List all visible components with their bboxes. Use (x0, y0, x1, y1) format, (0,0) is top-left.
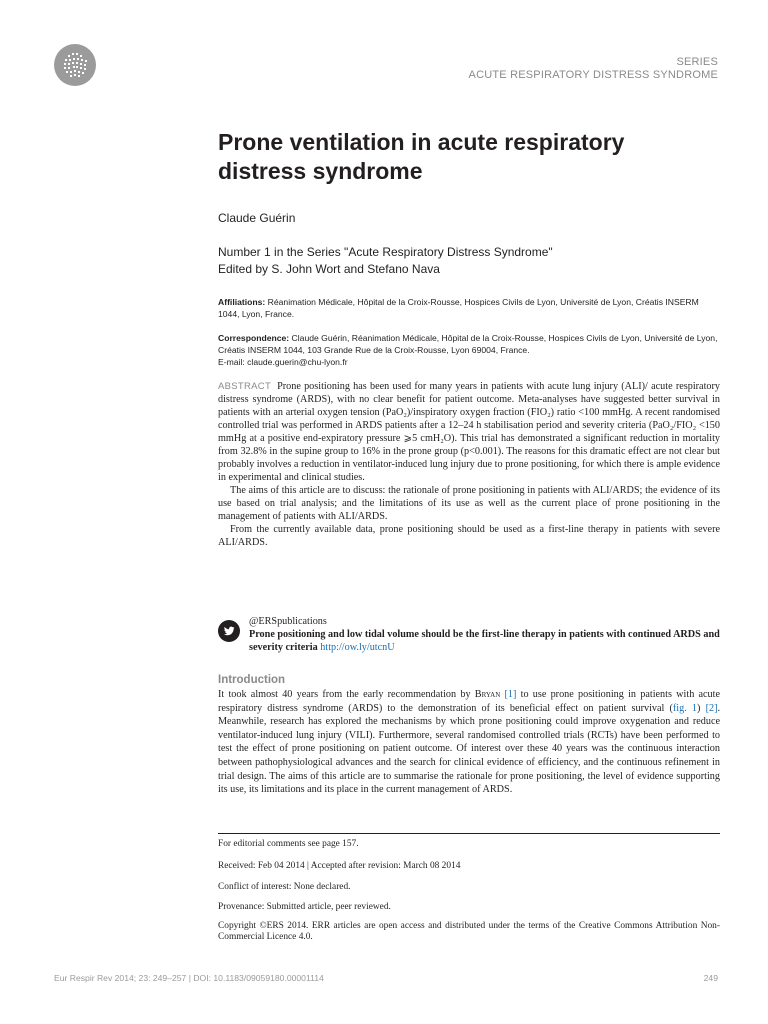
affiliations-text: Réanimation Médicale, Hôpital de la Croix-Rousse, Hospices Civils de Lyon, Université de Lyon, Créatis INSERM 1044, Lyon, France. (218, 297, 699, 319)
tweet-text: Prone positioning and low tidal volume should be the first-line therapy in patients with continued ARDS and severity criteria (249, 629, 720, 653)
tweet-box (249, 615, 721, 654)
affiliations-label: Affiliations: (218, 297, 266, 307)
abstract-label: ABSTRACT (218, 381, 272, 392)
tweet-handle: @ERSpublications (249, 616, 327, 627)
footnote-received: Received: Feb 04 2014 | Accepted after revision: March 08 2014 (218, 861, 461, 871)
series-number: Number 1 in the Series "Acute Respiratory Distress Syndrome" (218, 245, 553, 259)
abstract-paragraph-1 (218, 380, 720, 484)
intro-text-2: to use prone positioning in patients with acute respiratory distress syndrome (ARDS) to the demonstration of its beneficial effect on patient survival ( (218, 689, 721, 714)
reference-link-2[interactable]: [2] (705, 702, 718, 714)
page-number: 249 (703, 973, 718, 983)
article-title: Prone ventilation in acute respiratory distress syndrome (218, 129, 625, 184)
intro-text-1: It took almost 40 years from the early recommendation by (218, 689, 471, 700)
ers-logo-icon (54, 44, 96, 86)
reference-link-1[interactable]: [1] (504, 689, 517, 700)
introduction-body (218, 688, 720, 797)
footnote-conflict: Conflict of interest: None declared. (218, 882, 351, 892)
series-editors: Edited by S. John Wort and Stefano Nava (218, 262, 440, 276)
abstract (218, 380, 720, 549)
affiliations (218, 296, 720, 320)
introduction-heading: Introduction (218, 674, 286, 686)
intro-text-4: . Meanwhile, research has explored the mechanisms by which prone positioning could improve oxygenation and reduce ventilator-induced lung injury (VILI). Furthermore, several randomised controlled trials (RCTs) have been performed to test the effect of prone positioning on patient outcome. Of interest over these 40 years was the continuous interaction between pathophysiological advances and the search for clinical evidence of efficiency, and the continuous refinement in trial design. The aims of this article are to summarise the rationale for prone positioning, the level of evidence supporting its use, its limitations and its place in the current management of ARDS. (218, 702, 721, 796)
series-name: ACUTE RESPIRATORY DISTRESS SYNDROME (468, 69, 718, 81)
journal-citation: Eur Respir Rev 2014; 23: 249–257 | DOI: 10.1183/09059180.00001114 (54, 973, 324, 983)
twitter-bird-icon (218, 620, 240, 642)
footnote-copyright: Copyright ©ERS 2014. ERR articles are open access and distributed under the terms of the Creative Commons Attribution Non-Commercial Licence 4.0. (218, 921, 720, 942)
series-label: SERIES (676, 56, 718, 68)
intro-text-3: ) (697, 702, 701, 714)
series-info (218, 244, 553, 278)
tweet-link[interactable]: http://ow.ly/utcnU (320, 642, 395, 653)
correspondence (218, 332, 720, 368)
correspondence-text: Claude Guérin, Réanimation Médicale, Hôpital de la Croix-Rousse, Hospices Civils de Lyon, Université de Lyon, Créatis INSERM 1044, 103 Grande Rue de la Croix-Rousse, Lyon 69004, France. (218, 333, 718, 355)
footnote-divider (218, 833, 720, 834)
correspondence-email: E-mail: claude.guerin@chu-lyon.fr (218, 357, 348, 367)
series-header (469, 56, 718, 82)
footnote-provenance: Provenance: Submitted article, peer reviewed. (218, 902, 391, 912)
abstract-paragraph-3: From the currently available data, prone positioning should be used as a first-line therapy in patients with severe ALI/ARDS. (218, 524, 720, 548)
author-name: Claude Guérin (218, 211, 296, 225)
footnote-editorial: For editorial comments see page 157. (218, 839, 359, 849)
abstract-paragraph-2: The aims of this article are to discuss: the rationale of prone positioning in patients with ALI/ARDS; the evidence of its use based on trial analysis; and the limitations of its use as well as the current place of prone positioning in the management of patients with ALI/ARDS. (218, 485, 720, 522)
correspondence-label: Correspondence: (218, 333, 290, 343)
figure-link-1[interactable]: fig. 1 (672, 702, 698, 714)
abstract-text-1: Prone positioning has been used for many years in patients with acute lung injury (ALI)/ acute respiratory distress syndrome (ARDS), with no clear benefit for patient outcome. Meta-analyses have suggested better survival in patients with an arterial oxygen tension (PaO₂)/inspiratory oxygen fraction (FIO₂) ratio <100 mmHg. A recent randomised controlled trial was performed in ARDS patients after a 12–24 h stabilisation period and severity criteria (PaO₂/FIO₂ <150 mmHg at a positive end-expiratory pressure ⩾5 cmH₂O). This trial has demonstrated a significant reduction in mortality from 32.8% in the supine group to 16% in the prone group (p<0.001). The reasons for this dramatic effect are not clear but probably involves a reduction in ventilator-induced lung injury due to prone positioning, for which there is ample evidence in experimental and clinical studies. (218, 381, 720, 483)
author-ref-bryan: Bryan (474, 689, 501, 700)
